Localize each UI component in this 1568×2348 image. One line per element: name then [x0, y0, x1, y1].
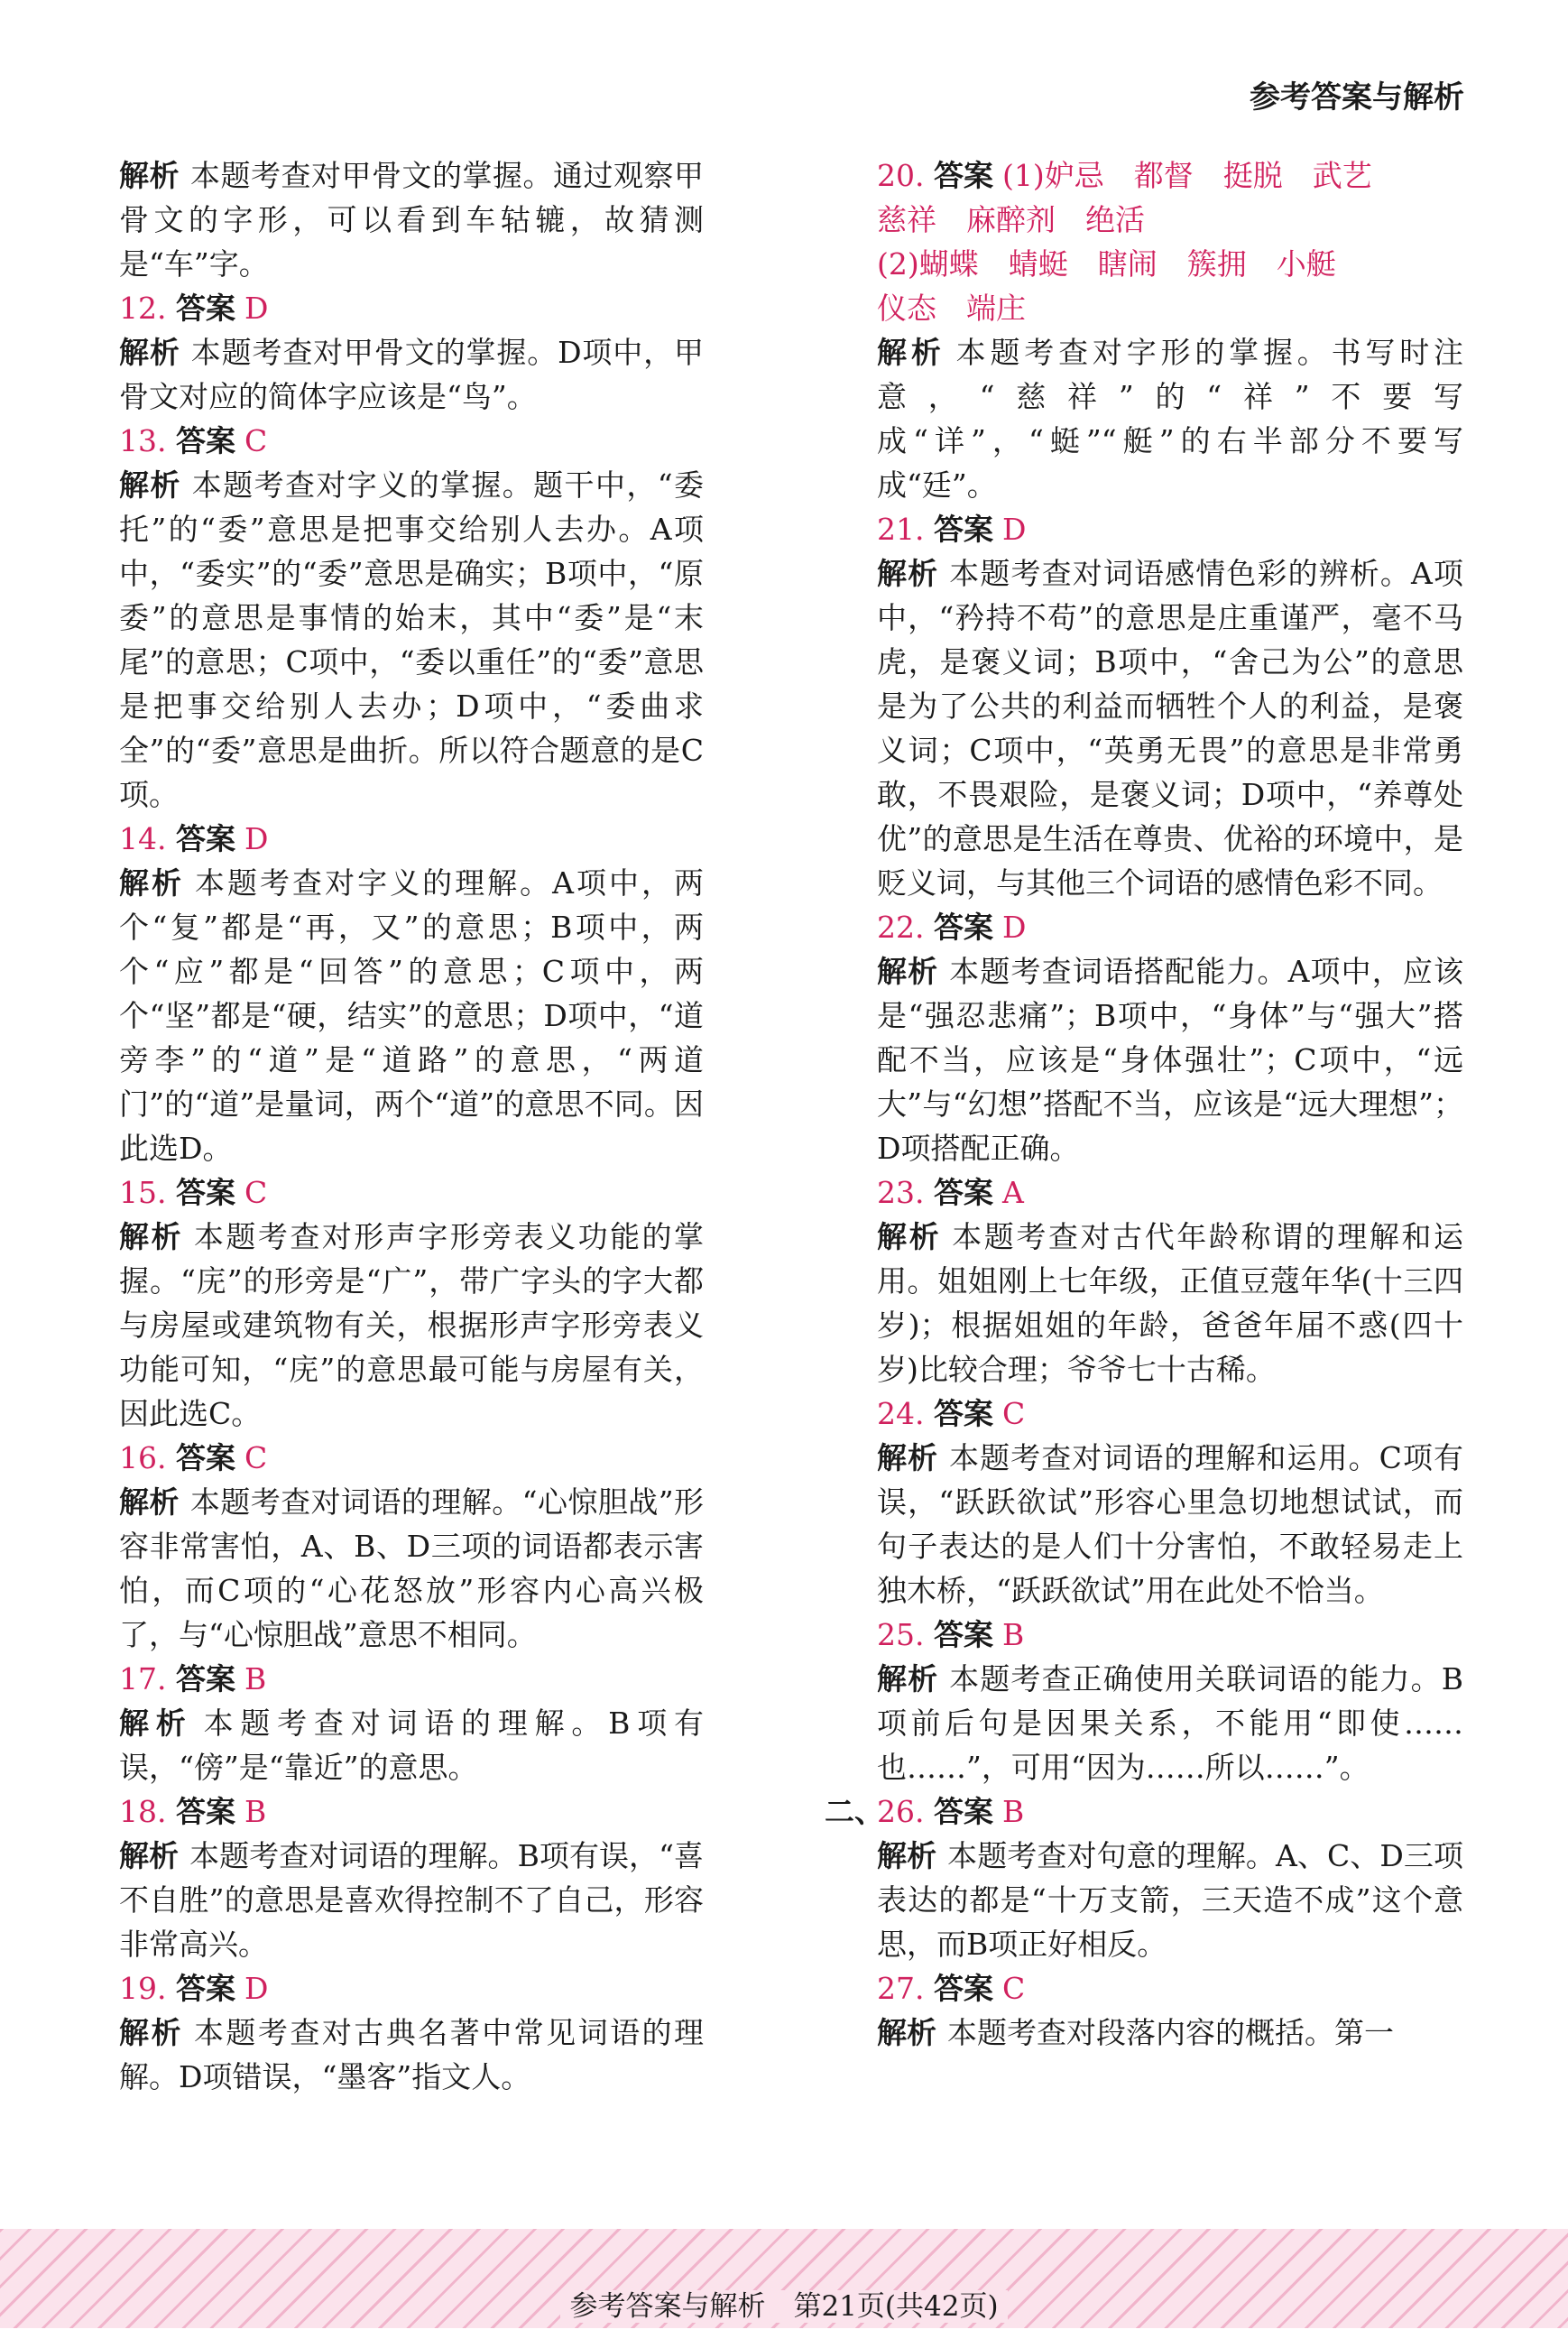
question-number: 12. [119, 291, 167, 326]
answer-line-q12 [119, 286, 704, 330]
answer-label: 答案 [175, 291, 235, 326]
answer-line-q23 [877, 1170, 1463, 1215]
question-number: 17. [119, 1661, 167, 1696]
explanation-label: 解析 [119, 1838, 180, 1873]
answer-line-q13 [119, 419, 704, 463]
question-number: 25. [877, 1617, 925, 1652]
answer-line-q27 [877, 1966, 1463, 2011]
answer-label: 答案 [933, 158, 993, 193]
answer-label: 答案 [175, 1661, 235, 1696]
explanation-label: 解析 [877, 1440, 939, 1475]
explanation-q17: 解析 本题考查对词语的理解。B项有误，“傍”是“靠近”的意思。 [119, 1706, 704, 1785]
answer-label: 答案 [933, 1971, 993, 2006]
answer-line-q18 [119, 1789, 704, 1834]
answer-value: B [1001, 1617, 1025, 1652]
answer-value: C [1001, 1396, 1026, 1431]
explanation-label: 解析 [877, 556, 939, 591]
footer-text: 参考答案与解析 第21页(共42页) [560, 2290, 1007, 2323]
answer-value: D [1001, 512, 1027, 547]
explanation-label: 解析 [119, 158, 180, 193]
explanation-label: 解析 [877, 2015, 936, 2050]
question-number: 26. [877, 1794, 925, 1829]
explanation-label: 解析 [877, 1838, 937, 1873]
explanation-q13: 解析 本题考查对字义的掌握。题干中，“委托”的“委”意思是把事交给别人去办。A项中，“委实”的“委”意思是确实；B项中，“原委”的意思是事情的始末，其中“委”是“末尾”的意思；C项中，“委以重任”的“委”意思是把事交给别人去办；D项中，“委曲求全”的“委”意思是曲折。所以符合题意的是C项。 [119, 467, 705, 812]
answer-label: 答案 [175, 1175, 235, 1210]
answer-value: D [1001, 910, 1027, 945]
question-number: 20. [877, 158, 925, 193]
answer-label: 答案 [933, 1794, 993, 1829]
answer-words-part2-cont: 仪态 端庄 [877, 291, 1026, 326]
explanation-q15: 解析 本题考查对形声字形旁表义功能的掌握。“庑”的形旁是“广”，带广字头的字大都与房屋或建筑物有关，根据形声字形旁表义功能可知，“庑”的意思最可能与房屋有关，因此选C。 [119, 1219, 705, 1431]
footer-page-info [0, 2283, 1568, 2324]
question-number: 16. [119, 1440, 167, 1475]
answer-words-part1-cont: 慈祥 麻醉剂 绝活 [877, 202, 1145, 237]
question-number: 15. [119, 1175, 167, 1210]
answer-label: 答案 [933, 910, 993, 945]
answer-line-q15 [119, 1170, 704, 1215]
answer-label: 答案 [933, 1396, 993, 1431]
explanation-label: 解析 [877, 335, 945, 370]
answer-words-part1: (1)妒忌 都督 挺脱 武艺 [1001, 158, 1372, 193]
explanation-q21: 解析 本题考查对词语感情色彩的辨析。A项中，“矜持不苟”的意思是庄重谨严，毫不马虎，是褒义词；B项中，“舍己为公”的意思是为了公共的利益而牺牲个人的利益，是褒义词；C项中，“英勇无畏”的意思是非常勇敢，不畏艰险，是褒义词；D项中，“养尊处优”的意思是生活在尊贵、优裕的环境中，是贬义词，与其他三个词语的感情色彩不同。 [877, 556, 1463, 901]
answer-value: D [244, 1971, 269, 2006]
page-header-title: 参考答案与解析 [1250, 79, 1464, 116]
question-number: 18. [119, 1794, 167, 1829]
explanation-label: 解析 [119, 865, 185, 901]
answer-line-q26 [825, 1789, 1463, 1834]
answer-line-q24 [877, 1391, 1463, 1436]
explanation-label: 解析 [119, 467, 181, 503]
explanation-label: 解析 [877, 1219, 942, 1254]
question-number: 14. [119, 821, 167, 856]
question-number: 19. [119, 1971, 167, 2006]
explanation-label: 解析 [119, 335, 180, 370]
explanation-q23: 解析 本题考查对古代年龄称谓的理解和运用。姐姐刚上七年级，正值豆蔻年华(十三四岁)；根据姐姐的年龄，爸爸年届不惑(四十岁)比较合理；爷爷七十古稀。 [877, 1219, 1464, 1387]
right-column [825, 153, 1464, 2055]
answer-label: 答案 [933, 1175, 993, 1210]
explanation-label: 解析 [119, 2015, 183, 2050]
question-number: 23. [877, 1175, 925, 1210]
left-column [119, 153, 704, 2099]
answer-value: C [244, 423, 268, 458]
question-number: 27. [877, 1971, 925, 2006]
explanation-label: 解析 [119, 1219, 183, 1254]
answer-label: 答案 [175, 1794, 235, 1829]
explanation-q26: 解析 本题考查对句意的理解。A、C、D三项表达的都是“十万支箭，三天造不成”这个意思，而B项正好相反。 [877, 1838, 1463, 1962]
answer-line-q21 [877, 507, 1463, 551]
answer-label: 答案 [933, 1617, 993, 1652]
answer-label: 答案 [175, 1971, 235, 2006]
answer-label: 答案 [933, 512, 993, 547]
explanation-label: 解析 [119, 1484, 180, 1520]
answer-line-q19 [119, 1966, 704, 2011]
question-number: 24. [877, 1396, 925, 1431]
explanation-label: 解析 [119, 1706, 193, 1741]
question-number: 13. [119, 423, 167, 458]
answer-value: B [244, 1661, 267, 1696]
explanation-q22: 解析 本题考查词语搭配能力。A项中，应该是“强忍悲痛”；B项中，“身体”与“强大”搭配不当，应该是“身体强壮”；C项中，“远大”与“幻想”搭配不当，应该是“远大理想”；D项搭配正确。 [877, 954, 1463, 1166]
answer-value: A [1001, 1175, 1024, 1210]
explanation-label: 解析 [877, 1661, 939, 1696]
question-number: 21. [877, 512, 925, 547]
explanation-q16: 解析 本题考查对词语的理解。“心惊胆战”形容非常害怕，A、B、D三项的词语都表示害怕，而C项的“心花怒放”形容内心高兴极了，与“心惊胆战”意思不相同。 [119, 1484, 704, 1652]
question-number: 22. [877, 910, 925, 945]
answer-line-q22 [877, 905, 1463, 949]
answer-value: D [244, 291, 269, 326]
answer-line-q16 [119, 1436, 704, 1480]
explanation-q12: 解析 本题考查对甲骨文的掌握。D项中，甲骨文对应的简体字应该是“鸟”。 [119, 335, 704, 414]
answer-label: 答案 [175, 821, 235, 856]
explanation-q19: 解析 本题考查对古典名著中常见词语的理解。D项错误，“墨客”指文人。 [119, 2015, 705, 2094]
answer-label: 答案 [175, 1440, 235, 1475]
explanation-q25: 解析 本题考查正确使用关联词语的能力。B项前后句是因果关系，不能用“即使……也……”，可用“因为……所以……”。 [877, 1661, 1463, 1785]
answer-value: B [1001, 1794, 1025, 1829]
explanation-q24: 解析 本题考查对词语的理解和运用。C项有误，“跃跃欲试”形容心里急切地想试试，而句子表达的是人们十分害怕，不敢轻易走上独木桥，“跃跃欲试”用在此处不恰当。 [877, 1440, 1464, 1608]
answer-value: C [244, 1175, 268, 1210]
answer-words-part2: (2)蝴蝶 蜻蜓 瞎闹 簇拥 小艇 [877, 246, 1336, 282]
answer-value: C [1001, 1971, 1026, 2006]
answer-block-q20 [877, 153, 1463, 330]
answer-value: C [244, 1440, 268, 1475]
explanation-q18: 解析 本题考查对词语的理解。B项有误，“喜不自胜”的意思是喜欢得控制不了自己，形容非常高兴。 [119, 1838, 704, 1962]
answer-label: 答案 [175, 423, 235, 458]
section-number: 二、 [825, 1794, 884, 1829]
explanation-q14: 解析 本题考查对字义的理解。A项中，两个“复”都是“再，又”的意思；B项中，两个“应”都是“回答”的意思；C项中，两个“坚”都是“硬，结实”的意思；D项中，“道旁李”的“道”是“道路”的意思，“两道门”的“道”是量词，两个“道”的意思不同。因此选D。 [119, 865, 705, 1166]
explanation-q27: 解析 本题考查对段落内容的概括。第一 [877, 2015, 1394, 2050]
explanation-q11: 解析 本题考查对甲骨文的掌握。通过观察甲骨文的字形，可以看到车轱辘，故猜测是“车”字。 [119, 158, 704, 282]
answer-value: D [244, 821, 269, 856]
explanation-label: 解析 [877, 954, 939, 989]
explanation-q20: 解析 本题考查对字形的掌握。书写时注意，“慈祥”的“祥”不要写成“详”，“蜓”“艇”的右半部分不要写成“廷”。 [877, 335, 1463, 503]
answer-value: B [244, 1794, 267, 1829]
answer-line-q17 [119, 1657, 704, 1701]
answer-line-q14 [119, 817, 704, 861]
answer-line-q25 [877, 1613, 1463, 1657]
